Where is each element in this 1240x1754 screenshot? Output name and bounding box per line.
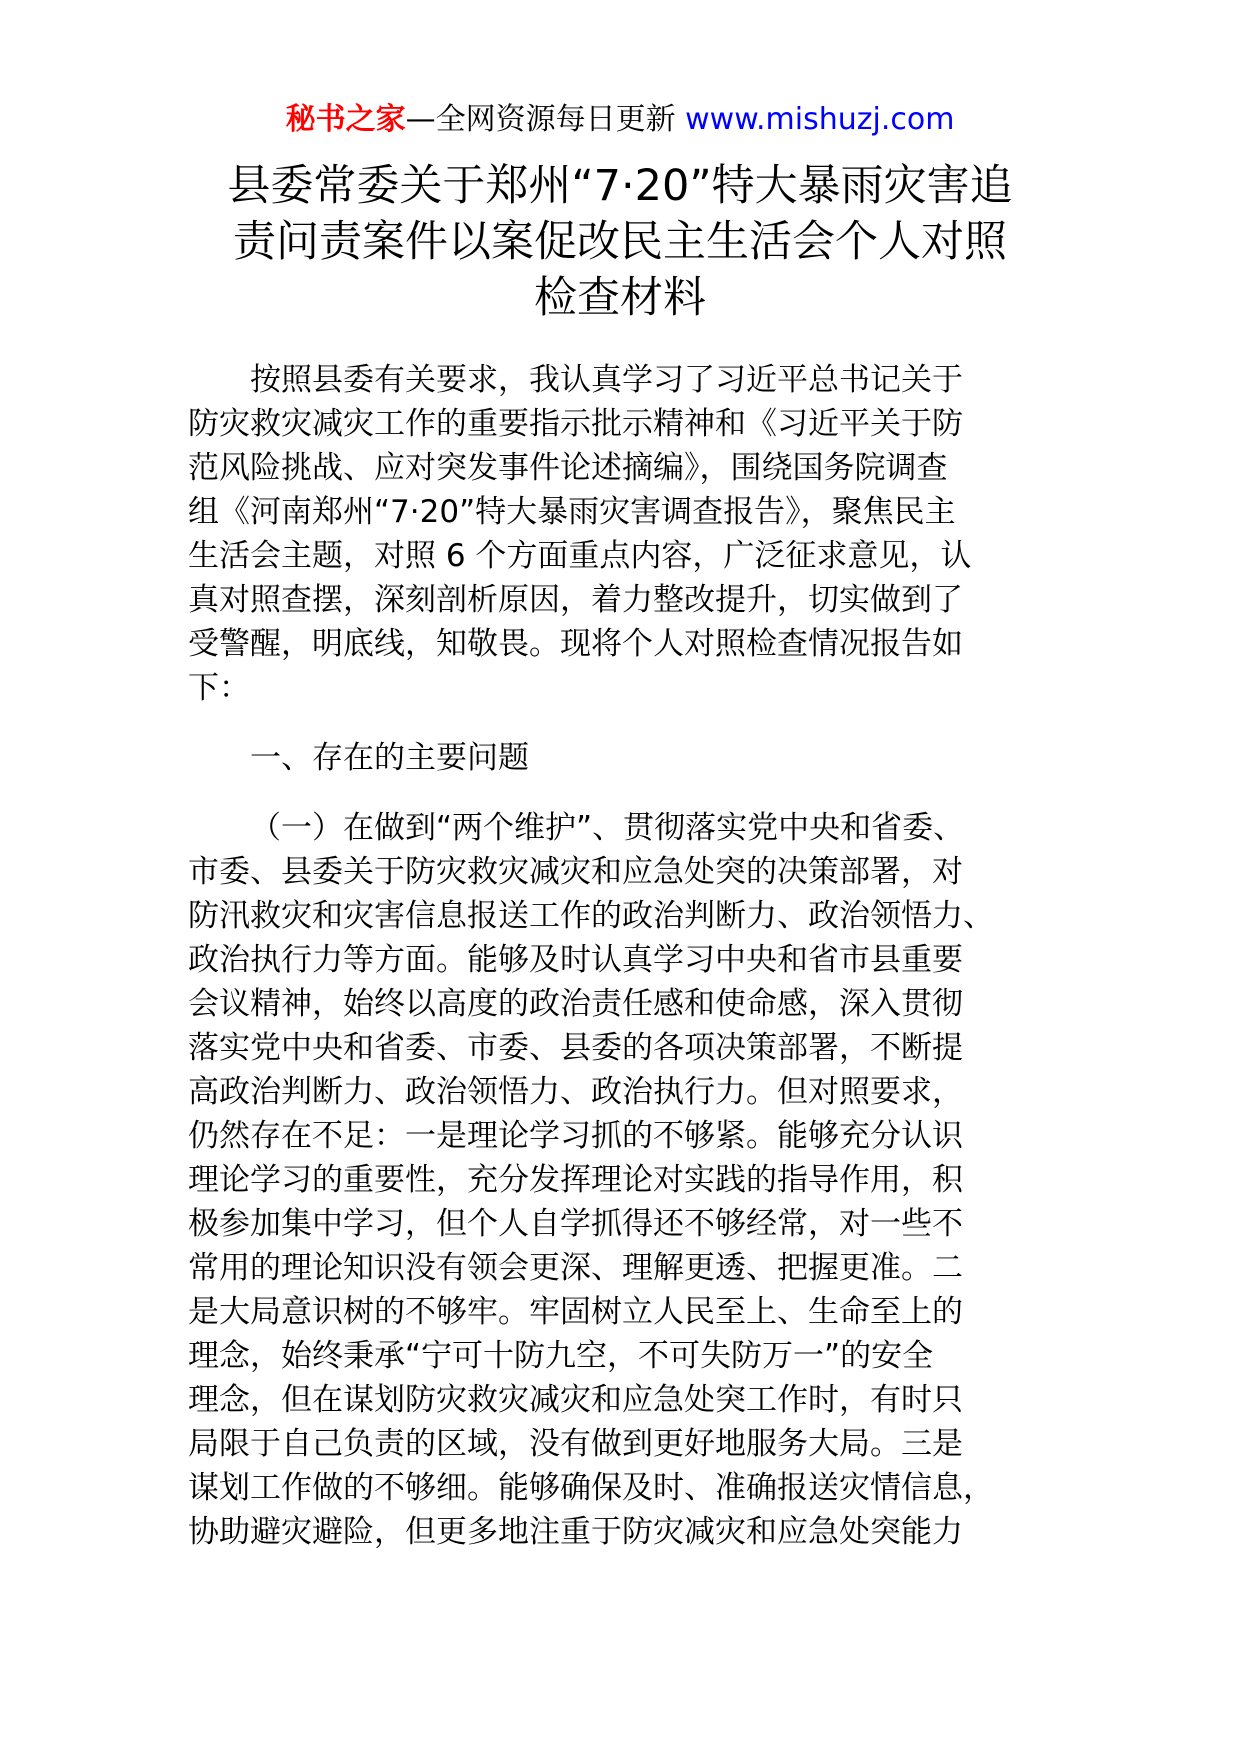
paragraph-line: 组《河南郑州“7·20”特大暴雨灾害调查报告》，聚焦民主 — [188, 494, 956, 530]
paragraph-line: 按照县委有关要求，我认真学习了习近平总书记关于 — [250, 362, 963, 398]
problem-paragraph — [188, 806, 1052, 1554]
header-url-link[interactable]: www.mishuzj.com — [685, 102, 955, 137]
paragraph-line: 理论学习的重要性，充分发挥理论对实践的指导作用，积 — [188, 1162, 963, 1198]
header-tagline: —全网资源每日更新 — [405, 102, 686, 137]
paragraph-line: 是大局意识树的不够牢。牢固树立人民至上、生命至上的 — [188, 1294, 963, 1330]
document-body — [188, 358, 1052, 1554]
paragraph-line: 真对照查摆，深刻剖析原因，着力整改提升，切实做到了 — [188, 582, 963, 618]
paragraph-line: 政治执行力等方面。能够及时认真学习中央和省市县重要 — [188, 942, 963, 978]
paragraph-line: 受警醒，明底线，知敬畏。现将个人对照检查情况报告如 — [188, 626, 963, 662]
paragraph-spacer — [188, 780, 1052, 806]
paragraph-line: 防汛救灾和灾害信息报送工作的政治判断力、政治领悟力、 — [188, 898, 994, 934]
paragraph-line: 协助避灾避险，但更多地注重于防灾减灾和应急处突能力 — [188, 1514, 963, 1550]
intro-paragraph — [188, 358, 1052, 710]
paragraph-line: 理念，始终秉承“宁可十防九空，不可失防万一”的安全 — [188, 1338, 934, 1374]
section-heading — [188, 736, 1052, 780]
paragraph-line: （一）在做到“两个维护”、贯彻落实党中央和省委、 — [250, 810, 965, 846]
paragraph-line: 防灾救灾减灾工作的重要指示批示精神和《习近平关于防 — [188, 406, 963, 442]
site-header — [0, 100, 1240, 140]
section-heading-text: 一、存在的主要问题 — [250, 740, 529, 776]
title-line: 责问责案件以案促改民主生活会个人对照 — [233, 217, 1007, 267]
header-brand: 秘书之家 — [285, 102, 406, 137]
paragraph-line: 落实党中央和省委、市委、县委的各项决策部署，不断提 — [188, 1030, 963, 1066]
paragraph-line: 生活会主题，对照 6 个方面重点内容，广泛征求意见，认 — [188, 538, 972, 574]
paragraph-line: 会议精神，始终以高度的政治责任感和使命感，深入贯彻 — [188, 986, 963, 1022]
paragraph-line: 理念，但在谋划防灾救灾减灾和应急处突工作时，有时只 — [188, 1382, 963, 1418]
paragraph-line: 下： — [188, 670, 250, 706]
paragraph-line: 极参加集中学习，但个人自学抓得还不够经常，对一些不 — [188, 1206, 963, 1242]
title-line: 县委常委关于郑州“7·20”特大暴雨灾害追 — [227, 161, 1013, 211]
paragraph-line: 仍然存在不足：一是理论学习抓的不够紧。能够充分认识 — [188, 1118, 963, 1154]
title-line: 检查材料 — [534, 273, 706, 323]
paragraph-line: 高政治判断力、政治领悟力、政治执行力。但对照要求， — [188, 1074, 963, 1110]
paragraph-line: 范风险挑战、应对突发事件论述摘编》，围绕国务院调查 — [188, 450, 948, 486]
paragraph-spacer — [188, 710, 1052, 736]
paragraph-line: 市委、县委关于防灾救灾减灾和应急处突的决策部署，对 — [188, 854, 963, 890]
paragraph-line: 常用的理论知识没有领会更深、理解更透、把握更准。二 — [188, 1250, 963, 1286]
paragraph-line: 局限于自己负责的区域，没有做到更好地服务大局。三是 — [188, 1426, 963, 1462]
paragraph-line: 谋划工作做的不够细。能够确保及时、准确报送灾情信息， — [188, 1470, 994, 1506]
document-title — [180, 158, 1060, 326]
